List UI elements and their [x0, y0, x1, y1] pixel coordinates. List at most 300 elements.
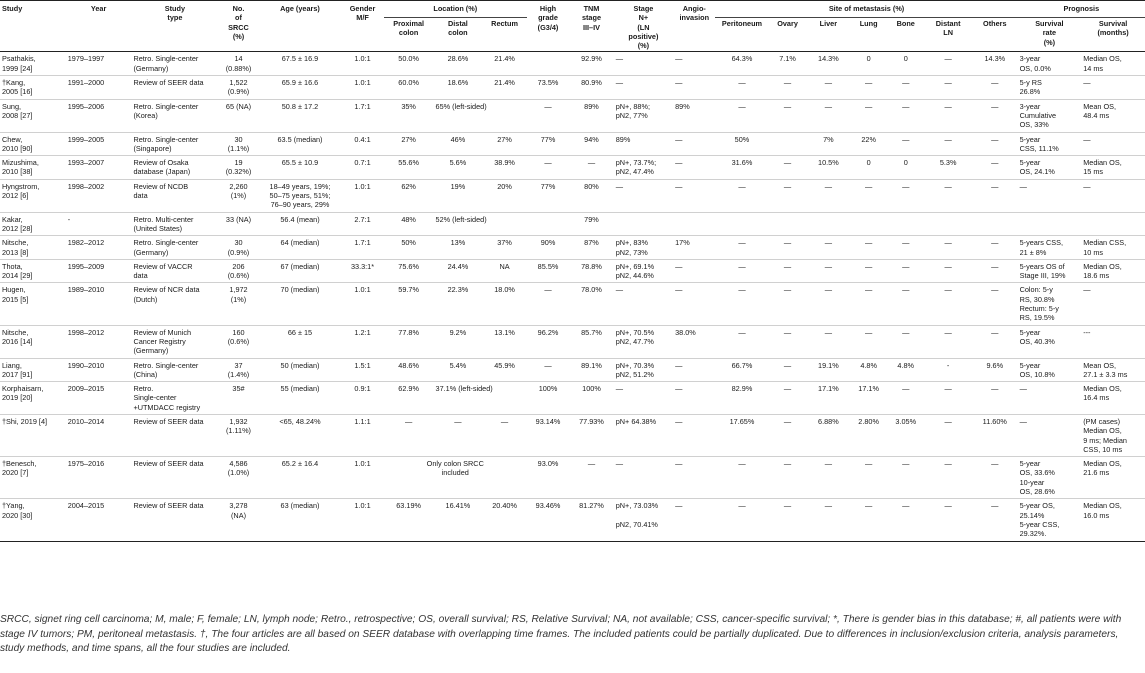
- cell-rectum: 45.9%: [494, 360, 515, 370]
- header-row-1: [0, 1, 1145, 18]
- cell-angioinvasion: 17%: [675, 238, 690, 248]
- col-lung: Lung: [859, 19, 878, 29]
- cell-study: Mizushima, 2010 [38]: [2, 158, 39, 177]
- col-survival-months: Survival (months): [1097, 19, 1129, 38]
- cell-survival-rate: 5-year OS, 25.14% 5-year CSS, 29.32%.: [1019, 501, 1060, 539]
- cell-srcc-count: 30 (0.9%): [227, 238, 250, 257]
- cell-angioinvasion: —: [675, 360, 683, 370]
- cell-survival-months: —: [1083, 134, 1091, 144]
- cell-stage-n: —: [615, 181, 624, 191]
- cell-survival-rate: 5-year OS, 10.8%: [1019, 360, 1055, 379]
- cell-ovary: —: [783, 78, 792, 88]
- cell-survival-rate: 3-year Cumulative OS, 33%: [1019, 101, 1057, 130]
- cell-others: 11.60%: [982, 416, 1007, 426]
- cell-angioinvasion: 38.0%: [675, 327, 696, 337]
- cell-gender: 1.0:1: [354, 181, 371, 191]
- cell-age: 64 (median): [280, 238, 320, 248]
- cell-bone: —: [902, 78, 910, 88]
- cell-distal: 18.6%: [447, 78, 469, 88]
- cell-distal: 22.3%: [447, 285, 469, 295]
- cell-survival-rate: 5-year OS, 33.6% 10-year OS, 28.6%: [1019, 459, 1055, 497]
- cell-liver: 7%: [823, 134, 834, 144]
- cell-survival-rate: 5-year OS, 40.3%: [1019, 327, 1055, 346]
- cell-survival-months: ---: [1083, 327, 1091, 337]
- cell-high-grade: 93.0%: [537, 459, 559, 469]
- cell-bone: —: [902, 384, 910, 394]
- cell-gender: 1.1:1: [354, 416, 371, 426]
- cell-survival-rate: [1018, 212, 1082, 236]
- cell-high-grade: 93.14%: [535, 416, 561, 426]
- col-rectum: Rectum: [491, 19, 518, 29]
- cell-ovary: —: [783, 327, 792, 337]
- cell-tnm: 77.93%: [579, 416, 604, 426]
- cell-peritoneum: —: [738, 285, 746, 295]
- cell-liver: —: [824, 238, 833, 248]
- cell-proximal: 77.8%: [398, 327, 419, 337]
- cell-lung: —: [864, 238, 873, 248]
- cell-year: 1975–2016: [67, 459, 105, 469]
- cell-distant-ln: —: [944, 501, 952, 511]
- cell-distant-ln: —: [944, 134, 952, 144]
- cell-srcc-count: 160 (0.6%): [227, 327, 250, 346]
- cell-study: †Yang, 2020 [30]: [2, 501, 33, 520]
- col-peritoneum: Peritoneum: [721, 19, 763, 29]
- cell-rectum: 13.1%: [494, 327, 515, 337]
- table-row: [0, 259, 1145, 283]
- cell-survival-rate: 5-years CSS, 21 ± 8%: [1019, 238, 1063, 257]
- cell-stage-n: —: [615, 459, 624, 469]
- cell-tnm: 80.9%: [581, 78, 602, 88]
- cell-peritoneum: —: [738, 78, 746, 88]
- cell-high-grade: 90%: [540, 238, 556, 248]
- cell-ovary: [768, 212, 806, 236]
- cell-ovary: 7.1%: [779, 54, 796, 64]
- cell-lung: —: [864, 101, 873, 111]
- cell-proximal: 59.7%: [398, 285, 419, 295]
- cell-survival-rate: 5-y RS 26.8%: [1019, 78, 1042, 97]
- cell-proximal: 75.6%: [398, 261, 419, 271]
- cell-age: 65.2 ± 16.4: [281, 459, 319, 469]
- cell-liver: —: [824, 181, 833, 191]
- cell-others: —: [991, 384, 999, 394]
- cell-others: [972, 212, 1018, 236]
- cell-bone: —: [902, 261, 910, 271]
- cell-srcc-count: 65 (NA): [225, 101, 252, 111]
- cell-tnm: —: [587, 459, 596, 469]
- cell-proximal: 63.19%: [396, 501, 421, 511]
- col-ovary: Ovary: [777, 19, 798, 29]
- cell-year: 1991–2000: [67, 78, 105, 88]
- cell-distant-ln: —: [944, 261, 952, 271]
- cell-study-type: Retro. Single-center (Germany): [133, 54, 199, 73]
- cell-year: 1979–1997: [67, 54, 105, 64]
- cell-distal: 46%: [450, 134, 466, 144]
- cell-ovary: —: [783, 101, 792, 111]
- cell-study-type: Review of Osaka database (Japan): [133, 158, 191, 177]
- col-angioinvasion: Angio- invasion: [679, 4, 710, 23]
- cell-study-type: Review of NCR data (Dutch): [133, 285, 200, 304]
- cell-age: 70 (median): [280, 285, 320, 295]
- cell-study-type: Review of SEER data: [133, 416, 204, 426]
- cell-high-grade: 77%: [540, 134, 556, 144]
- cell-distal-rectum-merged: 37.1% (left-sided): [435, 384, 493, 394]
- cell-age: 18–49 years, 19%; 50–75 years, 51%; 76–90 years, 29%: [269, 181, 331, 210]
- cell-survival-months: Median OS, 21.6 ms: [1083, 459, 1122, 478]
- cell-high-grade: 96.2%: [537, 327, 559, 337]
- cell-distal: 24.4%: [447, 261, 469, 271]
- cell-age: 56.4 (mean): [280, 214, 320, 224]
- cell-lung: 0: [866, 158, 871, 168]
- cell-srcc-count: 14 (0.88%): [225, 54, 252, 73]
- cell-rectum: 18.0%: [494, 285, 515, 295]
- cell-bone: 0: [903, 54, 908, 64]
- cell-lung: —: [864, 327, 873, 337]
- table-row: [0, 156, 1145, 180]
- cell-high-grade: —: [544, 101, 552, 111]
- cell-peritoneum: 64.3%: [731, 54, 753, 64]
- cell-distant-ln: 5.3%: [939, 158, 957, 168]
- cell-lung: 4.8%: [860, 360, 877, 370]
- cell-srcc-count: 19 (0.32%): [225, 158, 252, 177]
- cell-ovary: —: [783, 285, 792, 295]
- cell-distal-rectum-merged: 65% (left-sided): [435, 101, 487, 111]
- cell-survival-rate: —: [1019, 384, 1027, 394]
- col-group-prognosis: Prognosis: [1018, 1, 1145, 18]
- cell-year: 1995–2006: [67, 101, 105, 111]
- cell-survival-months: Median CSS, 10 ms: [1083, 238, 1127, 257]
- cell-lung: 2.80%: [858, 416, 879, 426]
- cell-others: —: [991, 101, 999, 111]
- cell-stage-n: pN+, 83% pN2, 73%: [615, 238, 648, 257]
- cell-high-grade: 100%: [538, 384, 558, 394]
- cell-tnm: 78.8%: [581, 261, 602, 271]
- cell-liver: 10.5%: [818, 158, 839, 168]
- cell-tnm: 94%: [584, 134, 599, 144]
- cell-ovary: —: [783, 501, 792, 511]
- cell-liver: 14.3%: [818, 54, 839, 64]
- cell-lung: —: [864, 459, 873, 469]
- col-srcc-count: No. of SRCC (%): [228, 4, 249, 41]
- cell-year: 1998–2002: [67, 181, 105, 191]
- cell-angioinvasion: —: [675, 285, 683, 295]
- cell-age: 65.5 ± 10.9: [281, 158, 319, 168]
- cell-tnm: 78.0%: [581, 285, 602, 295]
- cell-others: —: [991, 78, 999, 88]
- table-row: [0, 283, 1145, 325]
- cell-rectum: 21.4%: [494, 78, 515, 88]
- cell-angioinvasion: —: [675, 459, 683, 469]
- cell-srcc-count: 2,260 (1%): [229, 181, 248, 201]
- cell-age: 50 (median): [280, 360, 320, 370]
- table-row: [0, 236, 1145, 260]
- cell-lung: 22%: [861, 134, 876, 144]
- cell-tnm: 89.1%: [581, 360, 602, 370]
- cell-year: 1993–2007: [67, 158, 105, 168]
- cell-stage-n: —: [615, 54, 624, 64]
- cell-liver: 17.1%: [818, 384, 839, 394]
- cell-rectum: —: [500, 416, 509, 426]
- cell-stage-n: pN+, 69.1% pN2, 44.6%: [615, 261, 655, 281]
- cell-gender: 0.4:1: [354, 134, 371, 144]
- cell-survival-months: [1081, 212, 1145, 236]
- cell-peritoneum: 82.9%: [731, 384, 753, 394]
- cell-ovary: —: [783, 384, 792, 394]
- cell-srcc-count: 35#: [232, 384, 245, 394]
- cell-gender: 1.0:1: [354, 285, 371, 295]
- cell-distal: 13%: [450, 238, 466, 248]
- cell-year: 2009–2015: [67, 384, 105, 394]
- cell-distant-ln: —: [944, 54, 952, 64]
- cell-year: -: [67, 214, 71, 224]
- cell-stage-n: pN+, 73.03% pN2, 70.41%: [615, 501, 659, 529]
- cell-liver: —: [824, 285, 833, 295]
- cell-year: 1982–2012: [67, 238, 105, 248]
- col-year: Year: [90, 4, 107, 13]
- cell-tnm: 80%: [584, 181, 599, 191]
- cell-angioinvasion: [673, 212, 715, 236]
- cell-stage-n: pN+, 88%; pN2, 77%: [615, 101, 651, 120]
- cell-rectum: 37%: [497, 238, 512, 248]
- cell-study-type: Review of VACCR data: [133, 261, 193, 281]
- cell-gender: 1.0:1: [354, 54, 371, 64]
- cell-study-type: Review of SEER data: [133, 501, 204, 511]
- cell-srcc-count: 1,972 (1%): [229, 285, 248, 304]
- cell-bone: —: [902, 181, 910, 191]
- cell-rectum: 20%: [497, 181, 512, 191]
- cell-age: 66 ± 15: [287, 327, 313, 337]
- cell-age: 67.5 ± 16.9: [281, 54, 319, 64]
- cell-proximal: 50%: [401, 238, 416, 248]
- cell-study: Kakar, 2012 [28]: [2, 214, 33, 233]
- cell-year: 1995–2009: [67, 261, 105, 271]
- cell-angioinvasion: —: [675, 384, 683, 394]
- cell-bone: —: [902, 238, 910, 248]
- cell-liver: —: [824, 459, 833, 469]
- cell-gender: 0.9:1: [354, 384, 371, 394]
- cell-peritoneum: —: [738, 238, 746, 248]
- cell-survival-rate: Colon: 5-y RS, 30.8% Rectum: 5-y RS, 19.5%: [1019, 285, 1059, 323]
- cell-stage-n: —: [615, 78, 624, 88]
- cell-gender: 1.0:1: [354, 501, 371, 511]
- cell-gender: 2.7:1: [354, 214, 371, 224]
- cell-others: —: [991, 459, 999, 469]
- cell-angioinvasion: —: [675, 261, 683, 271]
- cell-angioinvasion: —: [675, 416, 683, 426]
- table-row: [0, 457, 1145, 499]
- cell-distant-ln: —: [944, 459, 952, 469]
- cell-others: —: [991, 134, 999, 144]
- cell-tnm: 81.27%: [579, 501, 604, 511]
- cell-high-grade: 77%: [540, 181, 556, 191]
- table-row: [0, 382, 1145, 415]
- cell-srcc-count: 1,932 (1.11%): [225, 416, 251, 436]
- cell-study-type: Retro. Single-center (Singapore): [133, 134, 199, 153]
- cell-srcc-count: 3,278 (NA): [229, 501, 248, 520]
- cell-proximal: 50.0%: [398, 54, 419, 64]
- cell-proximal: 48.6%: [398, 360, 419, 370]
- cell-year: 1990–2010: [67, 360, 105, 370]
- cell-high-grade: 85.5%: [537, 261, 559, 271]
- cell-others: 9.6%: [986, 360, 1004, 370]
- cell-distal-rectum-merged: 52% (left-sided): [435, 214, 487, 224]
- cell-proximal: 35%: [401, 101, 416, 111]
- cell-stage-n: pN+, 73.7%; pN2, 47.4%: [615, 158, 657, 177]
- cell-ovary: —: [783, 459, 792, 469]
- cell-distal: —: [454, 416, 462, 426]
- cell-stage-n: pN+, 70.3% pN2, 51.2%: [615, 360, 655, 379]
- col-distal: Distal colon: [447, 19, 468, 38]
- cell-bone: 3.05%: [895, 416, 917, 426]
- cell-gender: 0.7:1: [354, 158, 371, 168]
- cell-peritoneum: 66.7%: [731, 360, 753, 370]
- cell-high-grade: 73.5%: [537, 78, 559, 88]
- cell-gender: 1.0:1: [354, 78, 371, 88]
- col-group-location: Location (%): [384, 1, 527, 18]
- cell-lung: 17.1%: [858, 384, 879, 394]
- cell-liver: [807, 212, 850, 236]
- cell-ovary: —: [783, 261, 792, 271]
- cell-angioinvasion: 89%: [675, 101, 690, 111]
- cell-bone: —: [902, 134, 910, 144]
- cell-proximal: 62.9%: [398, 384, 419, 394]
- cell-study: †Benesch, 2020 [7]: [2, 459, 37, 478]
- cell-distant-ln: —: [944, 238, 952, 248]
- cell-gender: 1.7:1: [354, 238, 371, 248]
- cell-stage-n: —: [615, 384, 624, 394]
- cell-tnm: 92.9%: [581, 54, 602, 64]
- cell-proximal: 60.0%: [398, 78, 419, 88]
- cell-tnm: 87%: [584, 238, 599, 248]
- cell-gender: 1.2:1: [354, 327, 371, 337]
- cell-others: —: [991, 158, 999, 168]
- cell-survival-months: —: [1083, 181, 1091, 191]
- cell-proximal: 55.6%: [398, 158, 419, 168]
- table-row: [0, 414, 1145, 456]
- table-body: [0, 52, 1145, 541]
- table-footnote: SRCC, signet ring cell carcinoma; M, male; F, female; LN, lymph node; Retro., retrospective; OS, overall survival; RS, Relative Survival; NA, not available; CSS, cancer-specific survival; *, There is gender bias in this database; #, all patients were with stage IV tumors; PM, peritoneal metastasis. †, The four articles are all based on SEER database with overlapping time frames. The included patients could be partially duplicated. Due to differences in inclusion/exclusion criteria, analysis parameters, study methods, and time spans, all the four studies are included.: [0, 614, 1122, 654]
- cell-survival-months: Median OS, 14 ms: [1083, 54, 1122, 73]
- cell-survival-rate: 5-year OS, 24.1%: [1019, 158, 1055, 177]
- cell-liver: —: [824, 78, 833, 88]
- cell-tnm: 85.7%: [581, 327, 602, 337]
- cell-distant-ln: —: [944, 285, 952, 295]
- cell-study-type: Review of NCDB data: [133, 181, 189, 201]
- table-row: [0, 132, 1145, 156]
- cell-distal: 16.41%: [445, 501, 471, 511]
- cell-study-type: Retro. Single-center (Germany): [133, 238, 199, 257]
- cell-srcc-count: 4,586 (1.0%): [227, 459, 250, 478]
- cell-peritoneum: —: [738, 459, 746, 469]
- cell-study: Korphaisarn, 2019 [20]: [2, 384, 44, 403]
- cell-proximal: 62%: [401, 181, 416, 191]
- cell-high-grade: [527, 212, 569, 236]
- cell-distant-ln: —: [944, 181, 952, 191]
- cell-survival-months: Mean OS, 27.1 ± 3.3 ms: [1083, 360, 1128, 379]
- cell-stage-n: —: [615, 285, 624, 295]
- table-row: [0, 499, 1145, 541]
- col-study: Study: [2, 4, 23, 13]
- cell-survival-months: Median OS, 16.4 ms: [1083, 384, 1122, 403]
- cell-bone: —: [902, 101, 910, 111]
- cell-survival-rate: —: [1019, 181, 1027, 191]
- cell-stage-n: 89%: [615, 134, 631, 144]
- cell-high-grade: 93.46%: [535, 501, 561, 511]
- cell-liver: 6.88%: [818, 416, 839, 426]
- cell-high-grade: —: [544, 158, 552, 168]
- cell-bone: —: [902, 501, 910, 511]
- cell-study-type: Review of Munich Cancer Registry (Germany): [133, 327, 192, 356]
- cell-lung: 0: [866, 54, 871, 64]
- cell-distant-ln: —: [944, 101, 952, 111]
- table-row: [0, 212, 1145, 236]
- table-row: [0, 52, 1145, 76]
- cell-ovary: [768, 132, 806, 156]
- cell-age: 55 (median): [280, 384, 320, 394]
- cell-age: 67 (median): [280, 261, 320, 271]
- cell-srcc-count: 206 (0.6%): [227, 261, 250, 281]
- cell-year: 1989–2010: [67, 285, 105, 295]
- cell-distant-ln: —: [944, 78, 952, 88]
- cell-rectum: NA: [499, 261, 510, 271]
- cell-location-merged: Only colon SRCC included: [426, 459, 484, 478]
- col-gender: Gender M/F: [349, 4, 376, 23]
- table-row: [0, 99, 1145, 132]
- cell-srcc-count: 30 (1.1%): [227, 134, 250, 153]
- cell-high-grade: —: [544, 285, 552, 295]
- cell-lung: —: [864, 261, 873, 271]
- col-distant-ln: Distant LN: [935, 19, 961, 38]
- cell-survival-months: Median OS, 16.0 ms: [1083, 501, 1122, 520]
- cell-others: —: [991, 238, 999, 248]
- cell-distant-ln: —: [944, 384, 952, 394]
- cell-bone: [887, 212, 924, 236]
- cell-study: Sung, 2008 [27]: [2, 101, 33, 120]
- cell-gender: 33.3:1*: [350, 261, 375, 271]
- cell-survival-months: Median OS, 18.6 ms: [1083, 261, 1122, 281]
- cell-study-type: Retro. Multi-center (United States): [133, 214, 194, 233]
- cell-peritoneum: [715, 212, 768, 236]
- cell-gender: 1.0:1: [354, 459, 371, 469]
- cell-stage-n: pN+, 70.5% pN2, 47.7%: [615, 327, 655, 346]
- cell-lung: —: [864, 501, 873, 511]
- cell-angioinvasion: —: [675, 158, 683, 168]
- cell-rectum: 20.40%: [492, 501, 517, 511]
- col-proximal: Proximal colon: [393, 19, 425, 38]
- cell-others: —: [991, 181, 999, 191]
- cell-age: 65.9 ± 16.6: [281, 78, 319, 88]
- cell-proximal: —: [404, 416, 413, 426]
- cell-liver: —: [824, 101, 833, 111]
- cell-study-type: Retro. Single-center +UTMDACC registry: [133, 384, 201, 412]
- cell-stage-n: [614, 212, 673, 236]
- cell-distal: 5.6%: [449, 158, 467, 168]
- col-survival-rate: Survival rate (%): [1035, 19, 1064, 47]
- cell-bone: 0: [903, 158, 908, 168]
- cell-study-type: Retro. Single-center (China): [133, 360, 199, 379]
- col-group-metastasis: Site of metastasis (%): [715, 1, 1017, 18]
- col-age: Age (years): [280, 4, 320, 13]
- cell-others: —: [991, 285, 999, 295]
- cell-survival-rate: 5-year CSS, 11.1%: [1019, 134, 1059, 153]
- table-header: [0, 1, 1145, 52]
- cell-study: †Shi, 2019 [4]: [2, 416, 48, 426]
- cell-study: Thota, 2014 [29]: [2, 261, 33, 281]
- col-tnm: TNM stage III–IV: [581, 4, 601, 32]
- cell-liver: —: [824, 501, 833, 511]
- cell-rectum: 27%: [497, 134, 512, 144]
- col-stage-n: Stage N+ (LN positive) (%): [628, 4, 659, 51]
- cell-proximal: 48%: [401, 214, 416, 224]
